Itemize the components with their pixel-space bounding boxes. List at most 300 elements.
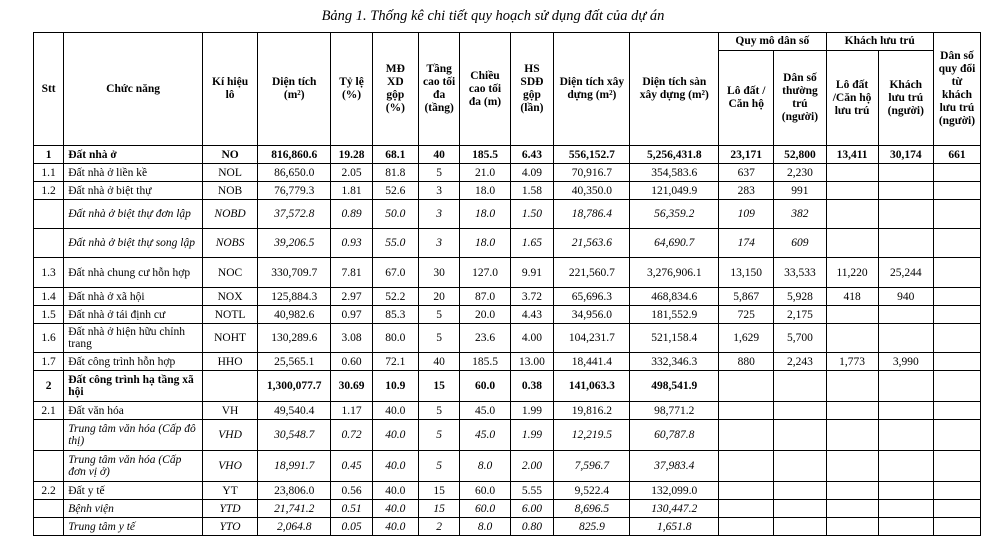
cell-function: Đất công trình hỗn hợp [64,353,203,371]
cell-code: VHD [202,420,257,451]
cell-height: 87.0 [460,288,510,306]
cell-far: 5.55 [510,482,554,500]
cell-stt: 2.1 [34,402,64,420]
cell-stt [34,451,64,482]
cell-density: 40.0 [372,402,418,420]
cell-area: 2,064.8 [258,518,331,536]
header-height: Chiều cao tối đa (m) [460,33,510,146]
cell-code: NOHT [202,324,257,353]
cell-population-residents: 382 [774,200,826,229]
cell-ratio: 0.05 [331,518,373,536]
cell-guests [878,324,933,353]
cell-population-residents [774,518,826,536]
cell-floors: 20 [418,288,460,306]
table-row [34,146,981,164]
cell-code: NOBS [202,229,257,258]
table-row [34,402,981,420]
table-caption: Bảng 1. Thống kê chi tiết quy hoạch sử dụng đất của dự án [321,8,665,24]
header-guest-lots: Lô đất /Căn hộ lưu trú [826,51,878,146]
cell-area: 816,860.6 [258,146,331,164]
cell-function: Đất nhà ở biệt thự song lập [64,229,203,258]
cell-built-area: 34,956.0 [554,306,630,324]
cell-guests [878,182,933,200]
table-row [34,258,981,288]
table-row [34,482,981,500]
cell-code: NOTL [202,306,257,324]
cell-population-residents: 5,928 [774,288,826,306]
cell-density: 50.0 [372,200,418,229]
cell-guests: 3,990 [878,353,933,371]
cell-function: Đất nhà chung cư hỗn hợp [64,258,203,288]
cell-guest-lots: 11,220 [826,258,878,288]
cell-function: Đất nhà ở biệt thự đơn lập [64,200,203,229]
cell-population-residents [774,402,826,420]
cell-floor-area: 60,787.8 [630,420,719,451]
cell-guest-lots [826,500,878,518]
cell-far: 9.91 [510,258,554,288]
cell-function: Trung tâm y tế [64,518,203,536]
cell-far: 0.80 [510,518,554,536]
cell-guest-equivalent [933,229,980,258]
cell-guest-lots [826,420,878,451]
cell-density: 52.2 [372,288,418,306]
cell-population-lots [719,402,774,420]
cell-guest-equivalent: 661 [933,146,980,164]
cell-guests [878,402,933,420]
cell-area: 23,806.0 [258,482,331,500]
cell-density: 52.6 [372,182,418,200]
cell-function: Đất văn hóa [64,402,203,420]
cell-built-area: 21,563.6 [554,229,630,258]
table-row [34,353,981,371]
cell-stt: 1.2 [34,182,64,200]
cell-guest-equivalent [933,258,980,288]
cell-code: VHO [202,451,257,482]
cell-stt [34,518,64,536]
cell-stt [34,200,64,229]
cell-density: 80.0 [372,324,418,353]
cell-population-residents: 991 [774,182,826,200]
cell-far: 1.58 [510,182,554,200]
cell-function: Đất nhà ở biệt thự [64,182,203,200]
cell-ratio: 7.81 [331,258,373,288]
cell-density: 55.0 [372,229,418,258]
cell-area: 130,289.6 [258,324,331,353]
cell-guests: 30,174 [878,146,933,164]
cell-guest-lots [826,200,878,229]
cell-guest-equivalent [933,402,980,420]
cell-area: 1,300,077.7 [258,371,331,402]
cell-floors: 3 [418,182,460,200]
table-body [34,146,981,536]
cell-guest-equivalent [933,420,980,451]
cell-guest-equivalent [933,182,980,200]
cell-far: 1.99 [510,402,554,420]
table-row [34,324,981,353]
cell-code: NOX [202,288,257,306]
cell-area: 39,206.5 [258,229,331,258]
cell-guest-lots [826,306,878,324]
cell-density: 40.0 [372,518,418,536]
cell-far: 4.43 [510,306,554,324]
cell-population-lots: 880 [719,353,774,371]
header-guest-group: Khách lưu trú [826,33,933,51]
cell-area: 37,572.8 [258,200,331,229]
header-far: HS SDĐ gộp (lần) [510,33,554,146]
cell-guest-lots [826,324,878,353]
cell-built-area: 65,696.3 [554,288,630,306]
cell-far: 0.38 [510,371,554,402]
cell-floors: 3 [418,229,460,258]
cell-density: 72.1 [372,353,418,371]
cell-height: 60.0 [460,371,510,402]
cell-height: 8.0 [460,451,510,482]
cell-floors: 5 [418,306,460,324]
cell-built-area: 104,231.7 [554,324,630,353]
cell-far: 4.09 [510,164,554,182]
cell-guest-equivalent [933,518,980,536]
cell-built-area: 825.9 [554,518,630,536]
cell-ratio: 19.28 [331,146,373,164]
cell-population-lots: 13,150 [719,258,774,288]
cell-population-lots: 283 [719,182,774,200]
cell-density: 68.1 [372,146,418,164]
cell-density: 40.0 [372,500,418,518]
cell-guest-lots: 13,411 [826,146,878,164]
cell-population-residents: 2,243 [774,353,826,371]
cell-guests: 940 [878,288,933,306]
cell-population-residents [774,500,826,518]
header-floors: Tầng cao tối đa (tầng) [418,33,460,146]
cell-function: Đất nhà ở hiện hữu chỉnh trang [64,324,203,353]
cell-stt: 1 [34,146,64,164]
cell-floors: 2 [418,518,460,536]
cell-population-residents: 609 [774,229,826,258]
cell-guest-equivalent [933,500,980,518]
cell-stt: 1.7 [34,353,64,371]
cell-far: 6.00 [510,500,554,518]
header-population-residents: Dân số thường trú (người) [774,51,826,146]
cell-code: VH [202,402,257,420]
cell-code: NOB [202,182,257,200]
cell-guest-equivalent [933,451,980,482]
cell-ratio: 1.17 [331,402,373,420]
cell-population-lots [719,518,774,536]
cell-guest-lots [826,451,878,482]
cell-floor-area: 468,834.6 [630,288,719,306]
cell-guest-equivalent [933,306,980,324]
cell-floor-area: 3,276,906.1 [630,258,719,288]
cell-guest-lots [826,164,878,182]
cell-guest-lots [826,402,878,420]
cell-guest-lots: 1,773 [826,353,878,371]
cell-guest-equivalent [933,371,980,402]
cell-guests [878,500,933,518]
cell-area: 25,565.1 [258,353,331,371]
header-code: Kí hiệu lô [202,33,257,146]
cell-far: 6.43 [510,146,554,164]
cell-population-lots [719,451,774,482]
table-row [34,420,981,451]
cell-built-area: 18,786.4 [554,200,630,229]
cell-height: 45.0 [460,420,510,451]
cell-floor-area: 56,359.2 [630,200,719,229]
table-row [34,229,981,258]
cell-height: 18.0 [460,229,510,258]
cell-built-area: 7,596.7 [554,451,630,482]
cell-function: Đất nhà ở tái định cư [64,306,203,324]
cell-area: 40,982.6 [258,306,331,324]
cell-ratio: 30.69 [331,371,373,402]
table-row [34,200,981,229]
cell-built-area: 40,350.0 [554,182,630,200]
cell-guest-lots [826,182,878,200]
cell-guests [878,371,933,402]
cell-far: 4.00 [510,324,554,353]
cell-floors: 3 [418,200,460,229]
cell-population-residents: 2,175 [774,306,826,324]
cell-area: 18,991.7 [258,451,331,482]
header-guests: Khách lưu trú (người) [878,51,933,146]
header-built-area: Diện tích xây dựng (m²) [554,33,630,146]
cell-guests [878,451,933,482]
header-guest-equivalent: Dân số quy đổi từ khách lưu trú (người) [933,33,980,146]
cell-code: NOBD [202,200,257,229]
cell-function: Trung tâm văn hóa (Cấp đơn vị ở) [64,451,203,482]
cell-population-lots: 5,867 [719,288,774,306]
cell-area: 330,709.7 [258,258,331,288]
cell-population-lots [719,371,774,402]
cell-code: HHO [202,353,257,371]
cell-code: NOL [202,164,257,182]
cell-density: 40.0 [372,420,418,451]
cell-far: 1.99 [510,420,554,451]
cell-ratio: 1.81 [331,182,373,200]
cell-ratio: 2.05 [331,164,373,182]
cell-floors: 15 [418,482,460,500]
cell-floor-area: 132,099.0 [630,482,719,500]
cell-floor-area: 521,158.4 [630,324,719,353]
cell-floor-area: 130,447.2 [630,500,719,518]
cell-code: YTO [202,518,257,536]
cell-height: 18.0 [460,182,510,200]
cell-guests: 25,244 [878,258,933,288]
cell-population-residents: 2,230 [774,164,826,182]
cell-population-residents: 52,800 [774,146,826,164]
cell-area: 76,779.3 [258,182,331,200]
table-row [34,518,981,536]
cell-code: NO [202,146,257,164]
cell-built-area: 556,152.7 [554,146,630,164]
header-floor-area: Diện tích sàn xây dựng (m²) [630,33,719,146]
cell-height: 127.0 [460,258,510,288]
cell-ratio: 0.93 [331,229,373,258]
cell-guest-equivalent [933,288,980,306]
cell-density: 10.9 [372,371,418,402]
cell-stt: 2 [34,371,64,402]
cell-far: 3.72 [510,288,554,306]
cell-far: 1.50 [510,200,554,229]
cell-area: 21,741.2 [258,500,331,518]
cell-area: 30,548.7 [258,420,331,451]
cell-floors: 40 [418,146,460,164]
cell-floors: 40 [418,353,460,371]
table-row [34,451,981,482]
header-ratio: Tỷ lệ (%) [331,33,373,146]
cell-population-lots: 725 [719,306,774,324]
table-row [34,182,981,200]
cell-code: YTD [202,500,257,518]
cell-floor-area: 37,983.4 [630,451,719,482]
cell-built-area: 141,063.3 [554,371,630,402]
cell-guest-lots: 418 [826,288,878,306]
cell-ratio: 0.72 [331,420,373,451]
cell-height: 8.0 [460,518,510,536]
header-population-lots: Lô đất / Căn hộ [719,51,774,146]
cell-floor-area: 354,583.6 [630,164,719,182]
cell-guest-equivalent [933,324,980,353]
cell-ratio: 0.56 [331,482,373,500]
cell-ratio: 2.97 [331,288,373,306]
cell-stt: 1.1 [34,164,64,182]
cell-population-lots [719,482,774,500]
cell-ratio: 3.08 [331,324,373,353]
cell-stt: 1.3 [34,258,64,288]
cell-function: Bệnh viện [64,500,203,518]
cell-height: 21.0 [460,164,510,182]
cell-built-area: 19,816.2 [554,402,630,420]
cell-far: 13.00 [510,353,554,371]
cell-guests [878,306,933,324]
table-row [34,500,981,518]
cell-density: 85.3 [372,306,418,324]
cell-guest-lots [826,229,878,258]
cell-height: 60.0 [460,482,510,500]
cell-population-lots [719,420,774,451]
cell-function: Đất y tế [64,482,203,500]
cell-guest-equivalent [933,200,980,229]
cell-population-residents: 5,700 [774,324,826,353]
cell-guests [878,518,933,536]
cell-stt [34,500,64,518]
cell-code: YT [202,482,257,500]
cell-stt: 1.6 [34,324,64,353]
cell-floors: 5 [418,402,460,420]
cell-height: 20.0 [460,306,510,324]
cell-height: 45.0 [460,402,510,420]
cell-population-residents [774,371,826,402]
cell-population-lots: 637 [719,164,774,182]
cell-guests [878,164,933,182]
cell-height: 18.0 [460,200,510,229]
cell-ratio: 0.60 [331,353,373,371]
cell-area: 86,650.0 [258,164,331,182]
cell-ratio: 0.45 [331,451,373,482]
cell-far: 1.65 [510,229,554,258]
header-density: MĐ XD gộp (%) [372,33,418,146]
cell-height: 185.5 [460,353,510,371]
cell-function: Trung tâm văn hóa (Cấp đô thị) [64,420,203,451]
cell-floors: 15 [418,500,460,518]
cell-height: 60.0 [460,500,510,518]
cell-ratio: 0.97 [331,306,373,324]
header-population-group: Quy mô dân số [719,33,826,51]
cell-guest-lots [826,371,878,402]
cell-built-area: 8,696.5 [554,500,630,518]
cell-population-residents [774,482,826,500]
cell-function: Đất nhà ở xã hội [64,288,203,306]
cell-stt: 2.2 [34,482,64,500]
cell-floors: 5 [418,420,460,451]
cell-height: 185.5 [460,146,510,164]
cell-function: Đất nhà ở [64,146,203,164]
cell-floors: 30 [418,258,460,288]
header-stt: Stt [34,33,64,146]
cell-population-lots: 1,629 [719,324,774,353]
cell-floors: 5 [418,164,460,182]
cell-far: 2.00 [510,451,554,482]
cell-floors: 5 [418,451,460,482]
table-row [34,288,981,306]
cell-area: 49,540.4 [258,402,331,420]
cell-density: 67.0 [372,258,418,288]
table-row [34,371,981,402]
cell-guest-lots [826,482,878,500]
cell-guest-equivalent [933,164,980,182]
cell-stt: 1.5 [34,306,64,324]
cell-function: Đất nhà ở liền kề [64,164,203,182]
cell-built-area: 18,441.4 [554,353,630,371]
cell-built-area: 9,522.4 [554,482,630,500]
cell-population-lots: 109 [719,200,774,229]
cell-floor-area: 498,541.9 [630,371,719,402]
cell-floor-area: 121,049.9 [630,182,719,200]
cell-population-residents [774,420,826,451]
cell-floor-area: 332,346.3 [630,353,719,371]
cell-guest-equivalent [933,353,980,371]
table-row [34,164,981,182]
cell-population-lots: 174 [719,229,774,258]
cell-built-area: 70,916.7 [554,164,630,182]
cell-floor-area: 98,771.2 [630,402,719,420]
cell-guests [878,229,933,258]
land-use-table [33,32,981,536]
cell-floor-area: 1,651.8 [630,518,719,536]
cell-population-residents [774,451,826,482]
cell-guest-equivalent [933,482,980,500]
cell-floors: 15 [418,371,460,402]
cell-density: 81.8 [372,164,418,182]
cell-guests [878,200,933,229]
cell-floors: 5 [418,324,460,353]
cell-built-area: 221,560.7 [554,258,630,288]
cell-density: 40.0 [372,482,418,500]
cell-height: 23.6 [460,324,510,353]
cell-floor-area: 181,552.9 [630,306,719,324]
cell-area: 125,884.3 [258,288,331,306]
cell-built-area: 12,219.5 [554,420,630,451]
header-area: Diện tích (m²) [258,33,331,146]
cell-population-lots [719,500,774,518]
cell-guests [878,482,933,500]
cell-guests [878,420,933,451]
cell-code: NOC [202,258,257,288]
cell-function: Đất công trình hạ tầng xã hội [64,371,203,402]
cell-floor-area: 5,256,431.8 [630,146,719,164]
cell-population-residents: 33,533 [774,258,826,288]
cell-ratio: 0.51 [331,500,373,518]
cell-stt [34,229,64,258]
